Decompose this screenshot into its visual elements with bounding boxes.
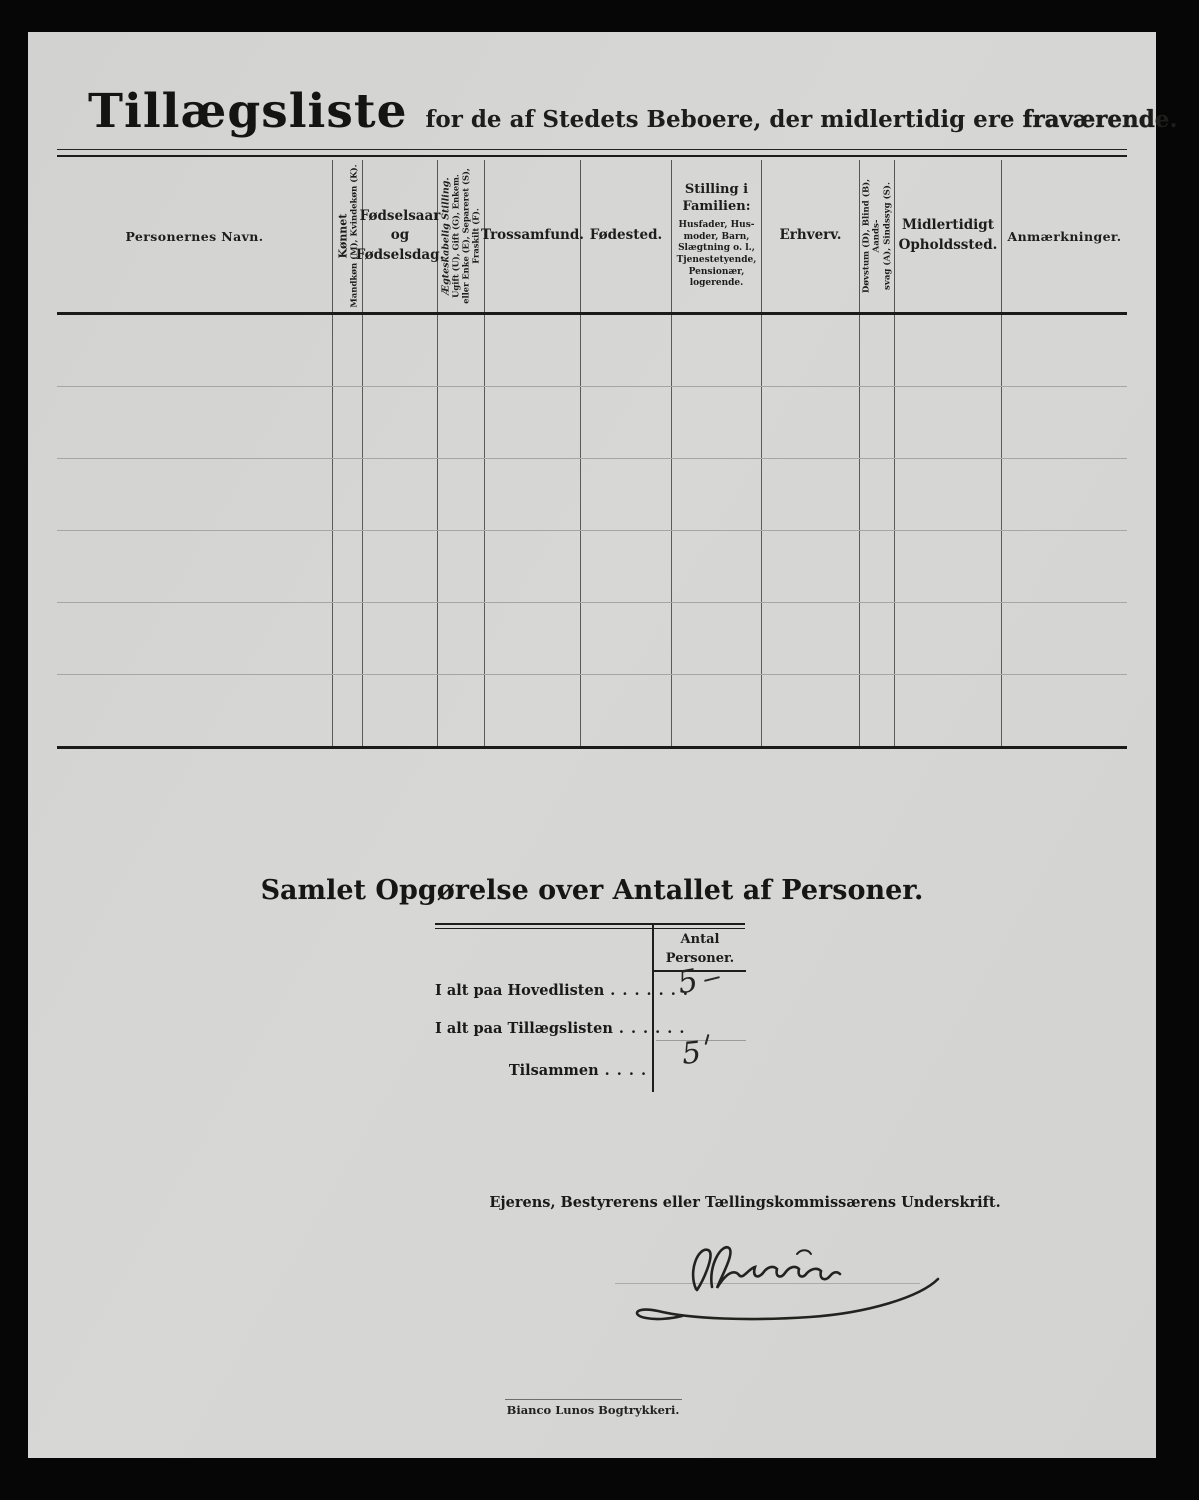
summary-heading: Samlet Opgørelse over Antallet af Personer.: [260, 875, 924, 906]
table-cell: [57, 315, 333, 386]
table-row: [57, 315, 1127, 387]
table-row: [57, 531, 1127, 603]
printer-imprint: Bianco Lunos Bogtrykkeri.: [506, 1403, 680, 1417]
table-cell: [581, 315, 672, 386]
col-header-disability: [860, 160, 895, 312]
summary-count-header-line2: Personer.: [665, 950, 735, 966]
page-title-subtitle-emphasis: fraværende.: [1022, 106, 1178, 133]
table-bottom-rule: [57, 746, 1127, 749]
col-header-birth-line1: Fødselsaar: [359, 207, 441, 224]
col-header-family-sub3: Slægtning o. l.,: [678, 243, 755, 254]
col-header-occupation: [762, 160, 860, 312]
col-header-marital-line3: eller Enke (E), Separeret (S),: [460, 168, 471, 304]
table-cell: [1002, 315, 1127, 386]
supplement-table: [57, 160, 1127, 749]
table-cell: [860, 675, 895, 746]
table-cell: [438, 603, 485, 674]
summary-top-rule: [435, 923, 745, 929]
col-header-family-sub4: Tjenestetyende,: [676, 254, 757, 265]
table-cell: [762, 675, 860, 746]
table-cell: [485, 387, 581, 458]
col-header-name: [57, 160, 333, 312]
handwritten-hovedlisten-count: 5: [675, 962, 701, 1002]
summary-row-hovedlisten: [435, 982, 689, 999]
table-cell: [1002, 459, 1127, 530]
table-cell: [438, 675, 485, 746]
table-cell: [438, 387, 485, 458]
handwritten-tilsammen-count: 5: [680, 1035, 703, 1072]
printer-rule: [505, 1399, 682, 1400]
table-cell: [333, 387, 363, 458]
table-cell: [438, 315, 485, 386]
col-header-residence: [895, 160, 1002, 312]
table-cell: [438, 459, 485, 530]
table-cell: [762, 315, 860, 386]
table-cell: [895, 315, 1002, 386]
table-body: [57, 315, 1127, 746]
table-cell: [57, 603, 333, 674]
table-cell: [363, 531, 438, 602]
col-header-family-title1: Stilling i: [684, 182, 749, 198]
col-header-marital-line4: Fraskilt (F).: [470, 208, 481, 264]
page-title-subtitle: [425, 106, 1177, 133]
table-cell: [672, 675, 762, 746]
table-cell: [762, 531, 860, 602]
table-row: [57, 459, 1127, 531]
col-header-occupation-label: Erhverv.: [779, 227, 842, 244]
table-cell: [363, 387, 438, 458]
table-cell: [672, 459, 762, 530]
table-cell: [485, 315, 581, 386]
table-cell: [672, 387, 762, 458]
col-header-remarks-label: Anmærkninger.: [1007, 228, 1122, 244]
table-cell: [1002, 603, 1127, 674]
table-row: [57, 675, 1127, 746]
table-cell: [485, 603, 581, 674]
table-cell: [57, 531, 333, 602]
table-cell: [485, 675, 581, 746]
col-header-birth-line2: og: [390, 227, 410, 244]
col-header-family-sub2: moder, Barn,: [683, 231, 750, 242]
summary-count-header-rule: [654, 970, 746, 972]
table-cell: [485, 531, 581, 602]
table-cell: [581, 675, 672, 746]
page-title: [88, 84, 1177, 139]
table-cell: [860, 459, 895, 530]
table-cell: [860, 387, 895, 458]
summary-count-header: [654, 931, 746, 969]
col-header-religion-label: Trossamfund.: [481, 227, 584, 244]
summary-row-tillaegslisten-dots: . . . . . .: [618, 1020, 686, 1037]
handwritten-ink-dash: [704, 976, 720, 982]
col-header-family-title2: Familien:: [682, 198, 751, 214]
col-header-birth-line3: Fødselsdag.: [355, 246, 445, 263]
page-title-main: Tillægsliste: [88, 84, 408, 139]
table-cell: [581, 459, 672, 530]
table-cell: [672, 603, 762, 674]
summary-mid-rule: [656, 1040, 746, 1041]
table-cell: [363, 675, 438, 746]
table-cell: [333, 603, 363, 674]
col-header-residence-line1: Midlertidigt: [902, 217, 994, 234]
table-cell: [57, 675, 333, 746]
table-cell: [895, 459, 1002, 530]
col-header-family-sub6: logerende.: [689, 278, 744, 289]
col-header-disability-rotated: [862, 162, 893, 310]
table-cell: [581, 387, 672, 458]
col-header-residence-line2: Opholdssted.: [898, 237, 998, 253]
col-header-family-sub1: Husfader, Hus-: [678, 219, 755, 230]
scanned-census-page: [28, 32, 1178, 1458]
table-cell: [363, 315, 438, 386]
page-title-subtitle-text: for de af Stedets Beboere, der midlertidig ere: [425, 106, 1015, 133]
summary-row-tillaegslisten: [435, 1020, 685, 1037]
col-header-marital: [438, 160, 485, 312]
table-cell: [895, 675, 1002, 746]
table-cell: [762, 387, 860, 458]
table-cell: [762, 603, 860, 674]
table-cell: [895, 531, 1002, 602]
summary-row-tillaegslisten-label: I alt paa Tillægslisten: [435, 1020, 613, 1037]
table-cell: [1002, 531, 1127, 602]
table-cell: [672, 531, 762, 602]
summary-row-tilsammen-label: Tilsammen: [508, 1062, 599, 1079]
table-cell: [438, 531, 485, 602]
table-cell: [895, 603, 1002, 674]
col-header-birth: [355, 160, 445, 312]
summary-row-tilsammen: [435, 1062, 647, 1079]
table-cell: [57, 459, 333, 530]
table-cell: [363, 603, 438, 674]
table-cell: [860, 531, 895, 602]
table-cell: [57, 387, 333, 458]
col-header-marital-rotated: [440, 162, 481, 310]
table-cell: [333, 675, 363, 746]
table-cell: [333, 531, 363, 602]
table-cell: [762, 459, 860, 530]
col-header-birthplace: [581, 160, 672, 312]
col-header-family: [672, 160, 762, 312]
table-row: [57, 387, 1127, 459]
title-divider-rule: [57, 149, 1127, 157]
col-header-family-sub5: Pensionær,: [688, 266, 745, 277]
table-cell: [363, 459, 438, 530]
col-header-disability-line1: Døvstum (D), Blind (B), Aands-: [861, 178, 882, 294]
table-cell: [1002, 387, 1127, 458]
table-cell: [1002, 675, 1127, 746]
col-header-religion: [481, 160, 584, 312]
table-header-row: [57, 160, 1127, 315]
table-cell: [333, 315, 363, 386]
table-row: [57, 603, 1127, 675]
col-header-remarks: [1002, 160, 1127, 312]
table-cell: [672, 315, 762, 386]
table-cell: [333, 459, 363, 530]
col-header-marital-line2: Ugift (U), Gift (G), Enkem.: [450, 174, 461, 298]
col-header-name-label: Personernes Navn.: [125, 228, 264, 244]
summary-row-hovedlisten-dots: . . . . . . .: [610, 982, 689, 999]
col-header-birthplace-label: Fødested.: [589, 227, 663, 244]
table-cell: [485, 459, 581, 530]
col-header-sex-detail: Mandkøn (M), Kvindekøn (K).: [349, 164, 359, 308]
col-header-marital-title: Ægteskabelig Stilling.: [440, 177, 452, 295]
table-cell: [581, 603, 672, 674]
col-header-disability-line2: svag (A), Sindssyg (S).: [882, 182, 893, 290]
table-cell: [581, 531, 672, 602]
table-cell: [860, 315, 895, 386]
table-cell: [895, 387, 1002, 458]
signature-caption: Ejerens, Bestyrerens eller Tællingskommissærens Underskrift.: [489, 1194, 1001, 1211]
signature-handwriting: [600, 1225, 980, 1325]
col-header-sex-title: Kønnet: [335, 213, 349, 259]
summary-row-tilsammen-dots: . . . .: [604, 1062, 647, 1079]
table-cell: [860, 603, 895, 674]
summary-row-hovedlisten-label: I alt paa Hovedlisten: [435, 982, 605, 999]
summary-count-header-line1: Antal: [680, 932, 720, 947]
